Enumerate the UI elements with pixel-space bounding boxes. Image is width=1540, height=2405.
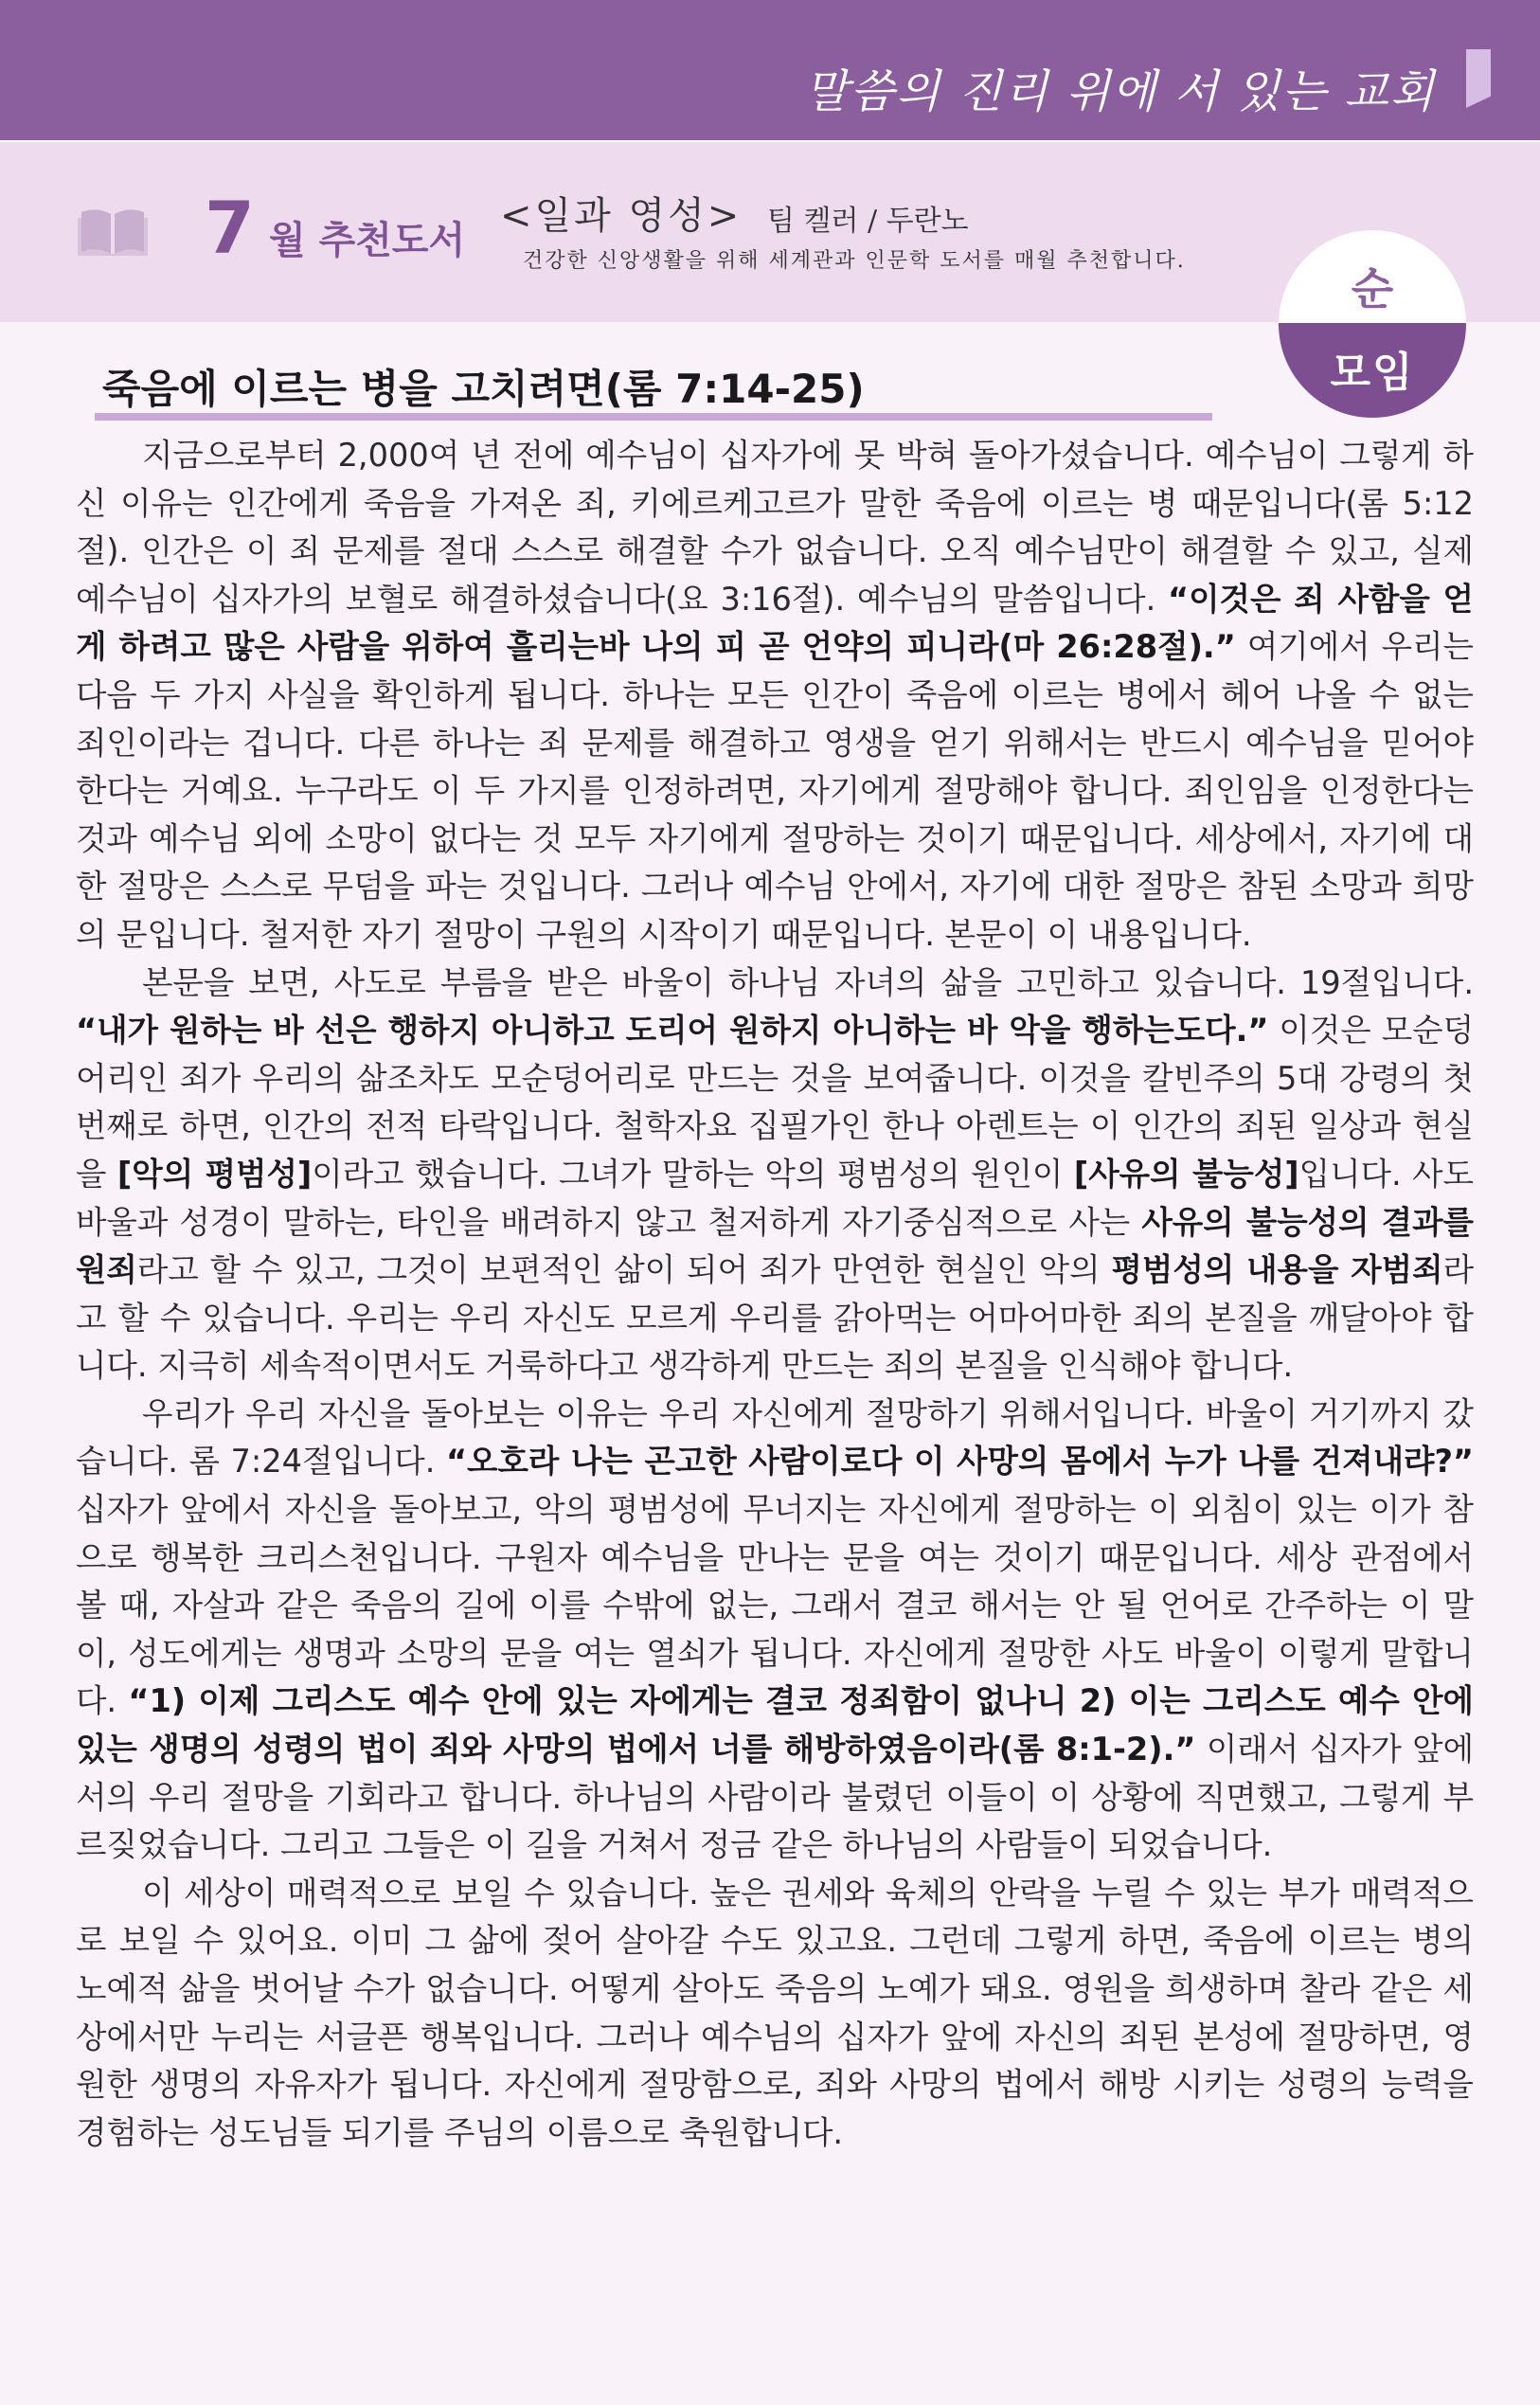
badge-top-label: 순 [1351, 263, 1394, 314]
article-body [76, 432, 1474, 2157]
article-paragraph [76, 960, 1474, 1391]
banner-tab-decoration [1466, 49, 1491, 108]
emphasized-text: “1) 이제 그리스도 예수 안에 있는 자에게는 결코 정죄함이 없나니 2) 이는 그리스도 예수 안에 있는 생명의 성령의 법이 죄와 사망의 법에서 너를 해방하였음이라(롬 8:1-2).” [76, 1682, 1474, 1768]
book-description: 건강한 신앙생활을 위해 세계관과 인문학 도서를 매월 추천합니다. [523, 249, 1186, 273]
church-slogan: 말씀의 진리 위에 서 있는 교회 [804, 65, 1436, 118]
article-paragraph [76, 1391, 1474, 1870]
paragraph-text: 입니다. 사도 바울과 성경이 말하는, 타인을 배려하지 않고 철저하게 자기중심적으로 사는 [76, 1155, 1474, 1241]
emphasized-text: [악의 평범성] [116, 1155, 313, 1193]
paragraph-text: 이래서 십자가 앞에서의 우리 절망을 기회라고 합니다. 하나님의 사람이라 불렸던 이들이 이 상황에 직면했고, 그렇게 부르짖었습니다. 그리고 그들은 이 길을 거쳐서 정금 같은 하나님의 사람들이 되었습니다. [76, 1731, 1475, 1864]
month-recommend-label: 월 추천도서 [269, 219, 466, 262]
emphasized-text: “내가 원하는 바 선은 행하지 아니하고 도리어 원하지 아니하는 바 악을 행하는도다.” [76, 1012, 1269, 1050]
paragraph-text: 이라고 했습니다. 그녀가 말하는 악의 평범성의 원인이 [312, 1155, 1074, 1193]
emphasized-text: 평범성의 내용을 자범죄 [1111, 1251, 1443, 1289]
emphasized-text: “이것은 죄 사함을 얻게 하려고 많은 사람을 위하여 흘리는바 나의 피 곧 언약의 피니라(마 26:28절).” [76, 580, 1474, 666]
month-number: 7 [205, 186, 255, 270]
article-paragraph [76, 432, 1474, 960]
paragraph-text: 여기에서 우리는 다음 두 가지 사실을 확인하게 됩니다. 하나는 모든 인간이 죽음에 이르는 병에서 헤어 나올 수 없는 죄인이라는 겁니다. 다른 하나는 죄 문제를 해결하고 영생을 얻기 위해서는 반드시 예수님을 믿어야 한다는 거예요. 누구라도 이 두 가지를 인정하려면, 자기에게 절망해야 합니다. 죄인임을 인정한다는 것과 예수님 외에 소망이 없다는 것 모두 자기에게 절망하는 것이기 때문입니다. 세상에서, 자기에 대한 절망은 스스로 무덤을 파는 것입니다. 그러나 예수님 안에서, 자기에 대한 절망은 참된 소망과 희망의 문입니다. 철저한 자기 절망이 구원의 시작이기 때문입니다. 본문이 이 내용입니다. [76, 628, 1475, 953]
paragraph-text: 이것은 모순덩어리인 죄가 우리의 삶조차도 모순덩어리로 만드는 것을 보여줍니다. 이것을 칼빈주의 5대 강령의 첫 번째로 하면, 인간의 전적 타락입니다. 철학자요 집필가인 한나 아렌트는 이 인간의 죄된 일상과 현실을 [76, 1012, 1475, 1193]
emphasized-text: “오호라 나는 곤고한 사람이로다 이 사망의 몸에서 누가 나를 건져내랴?” [445, 1443, 1474, 1481]
emphasized-text: 사유의 불능성의 결과를 원죄 [76, 1203, 1474, 1289]
article-title: 죽음에 이르는 병을 고치려면(롬 7:14-25) [102, 366, 865, 412]
paragraph-text: 십자가 앞에서 자신을 돌아보고, 악의 평범성에 무너지는 자신에게 절망하는 이 외침이 있는 이가 참으로 행복한 크리스천입니다. 구원자 예수님을 만나는 문을 여는 것이기 때문입니다. 세상 관점에서 볼 때, 자살과 같은 죽음의 길에 이를 수밖에 없는, 그래서 결코 해서는 안 될 언어로 간주하는 이 말이, 성도에게는 생명과 소망의 문을 여는 열쇠가 됩니다. 자신에게 절망한 사도 바울이 이렇게 말합니다. [76, 1491, 1474, 1720]
paragraph-text: 지금으로부터 2,000여 년 전에 예수님이 십자가에 못 박혀 돌아가셨습니다. 예수님이 그렇게 하신 이유는 인간에게 죽음을 가져온 죄, 키에르케고르가 말한 죽음에 이르는 병 때문입니다(롬 5:12절). 인간은 이 죄 문제를 절대 스스로 해결할 수가 없습니다. 오직 예수님만이 해결할 수 있고, 실제 예수님이 십자가의 보혈로 해결하셨습니다(요 3:16절). 예수님의 말씀입니다. [76, 437, 1474, 618]
title-underline [95, 413, 1212, 421]
section-badge [1279, 230, 1466, 418]
paragraph-text: 우리가 우리 자신을 돌아보는 이유는 우리 자신에게 절망하기 위해서입니다. 바울이 거기까지 갔습니다. 롬 7:24절입니다. [76, 1394, 1474, 1481]
paragraph-text: 라고 할 수 있습니다. 우리는 우리 자신도 모르게 우리를 갉아먹는 어마어마한 죄의 본질을 깨달아야 합니다. 지극히 세속적이면서도 거룩하다고 생각하게 만드는 죄의 본질을 인식해야 합니다. [76, 1251, 1474, 1385]
top-banner [0, 0, 1540, 140]
paragraph-text: 본문을 보면, 사도로 부름을 받은 바울이 하나님 자녀의 삶을 고민하고 있습니다. 19절입니다. [142, 963, 1474, 1001]
badge-bottom-label: 모임 [1279, 323, 1466, 418]
open-book-icon [78, 206, 148, 256]
paragraph-text: 이 세상이 매력적으로 보일 수 있습니다. 높은 권세와 육체의 안락을 누릴 수 있는 부가 매력적으로 보일 수 있어요. 이미 그 삶에 젖어 살아갈 수도 있고요. 그런데 그렇게 하면, 죽음에 이르는 병의 노예적 삶을 벗어날 수가 없습니다. 어떻게 살아도 죽음의 노예가 돼요. 영원을 희생하며 찰라 같은 세상에서만 누리는 서글픈 행복입니다. 그러나 예수님의 십자가 앞에 자신의 죄된 본성에 절망하면, 영원한 생명의 자유자가 됩니다. 자신에게 절망함으로, 죄와 사망의 법에서 해방 시키는 성령의 능력을 경험하는 성도님들 되기를 주님의 이름으로 축원합니다. [76, 1874, 1474, 2151]
paragraph-text: 라고 할 수 있고, 그것이 보편적인 삶이 되어 죄가 만연한 현실인 악의 [136, 1251, 1112, 1289]
article-paragraph [76, 1870, 1474, 2158]
book-title: <일과 영성> [500, 194, 743, 238]
book-author: 팀 켈러 / 두란노 [767, 205, 969, 238]
emphasized-text: [사유의 불능성] [1073, 1155, 1299, 1193]
